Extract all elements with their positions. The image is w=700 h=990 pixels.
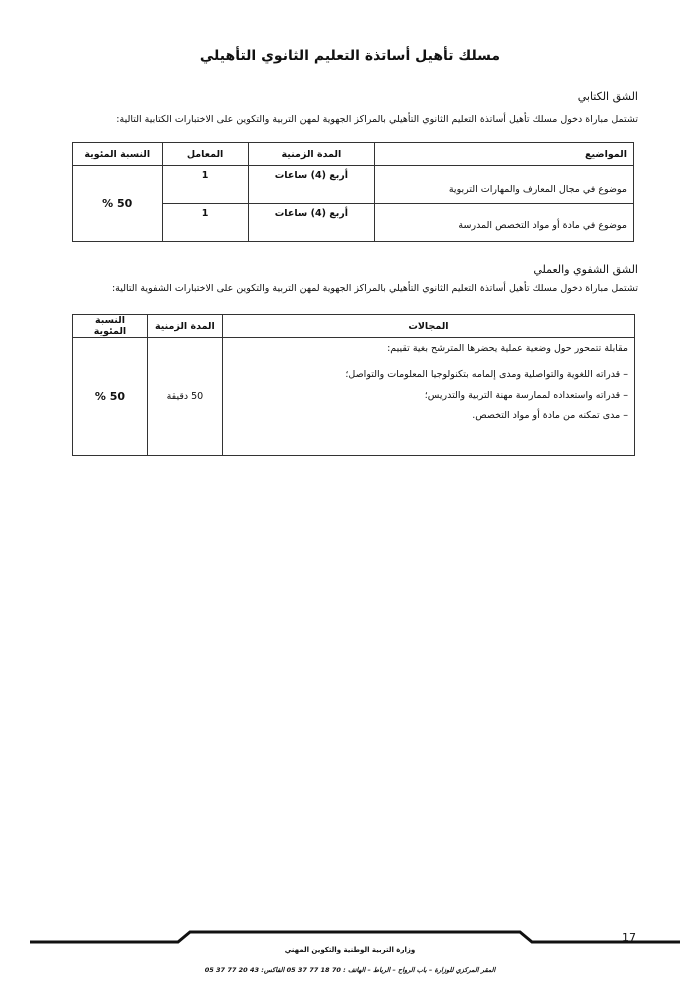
coefficient-cell: 1 xyxy=(162,204,248,242)
percentage-cell: 50 % xyxy=(73,166,163,242)
oral-exams-table xyxy=(72,314,635,456)
percentage-cell: 50 % xyxy=(73,338,148,456)
header-coefficient: المعامل xyxy=(162,143,248,166)
footer-ministry: وزارة التربية الوطنية والتكوين المهني xyxy=(284,946,416,954)
list-item: – قدراته واستعداده لممارسة مهنة التربية والتدريس؛ xyxy=(424,389,628,401)
list-item: – مدى تمكنه من مادة أو مواد التخصص. xyxy=(472,409,628,421)
oral-intro: تشتمل مباراة دخول مسلك تأهيل أساتذة التعليم الثانوي التأهيلي بالمراكز الجهوية لمهن التربية والتكوين على الاختبارات الشفوية التالية: xyxy=(111,283,638,294)
header-percentage: النسبة المئوية xyxy=(73,143,163,166)
page-title: مسلك تأهيل أساتذة التعليم الثانوي التأهيلي xyxy=(199,48,501,64)
header-duration: المدة الزمنية xyxy=(248,143,375,166)
written-section-heading: الشق الكتابي xyxy=(577,90,638,103)
subject-cell: موضوع في مادة أو مواد التخصص المدرسة xyxy=(375,204,634,242)
header-percentage: النسبة المئوية xyxy=(73,315,148,338)
footer-address: المقر المركزي للوزارة – باب الرواح – الرباط – الهاتف : 70 18 77 37 05 الفاكس: 43 20 77 37 05 xyxy=(204,966,496,974)
written-exams-table xyxy=(72,142,634,242)
fields-cell xyxy=(222,338,634,456)
list-item: – قدراته اللغوية والتواصلية ومدى إلمامه بتكنولوجيا المعلومات والتواصل؛ xyxy=(345,369,628,381)
header-duration: المدة الزمنية xyxy=(147,315,222,338)
table-row xyxy=(73,338,635,456)
subject-cell: موضوع في مجال المعارف والمهارات التربوية xyxy=(375,166,634,204)
coefficient-cell: 1 xyxy=(162,166,248,204)
duration-cell: أربع (4) ساعات xyxy=(248,166,375,204)
header-fields: المجالات xyxy=(222,315,634,338)
duration-cell: أربع (4) ساعات xyxy=(248,204,375,242)
header-subjects: المواضيع xyxy=(375,143,634,166)
table-header-row xyxy=(73,143,634,166)
table-row xyxy=(73,166,634,204)
page-number: 17 xyxy=(622,931,636,944)
duration-cell: 50 دقيقة xyxy=(147,338,222,456)
fields-lead: مقابلة تتمحور حول وضعية عملية يحضرها المترشح بغية تقييم: xyxy=(387,343,628,354)
oral-section-heading: الشق الشفوي والعملي xyxy=(533,263,638,276)
written-intro: تشتمل مباراة دخول مسلك تأهيل أساتذة التعليم الثانوي التأهيلي بالمراكز الجهوية لمهن التربية والتكوين على الاختبارات الكتابية التالية: xyxy=(116,114,638,125)
table-header-row xyxy=(73,315,635,338)
